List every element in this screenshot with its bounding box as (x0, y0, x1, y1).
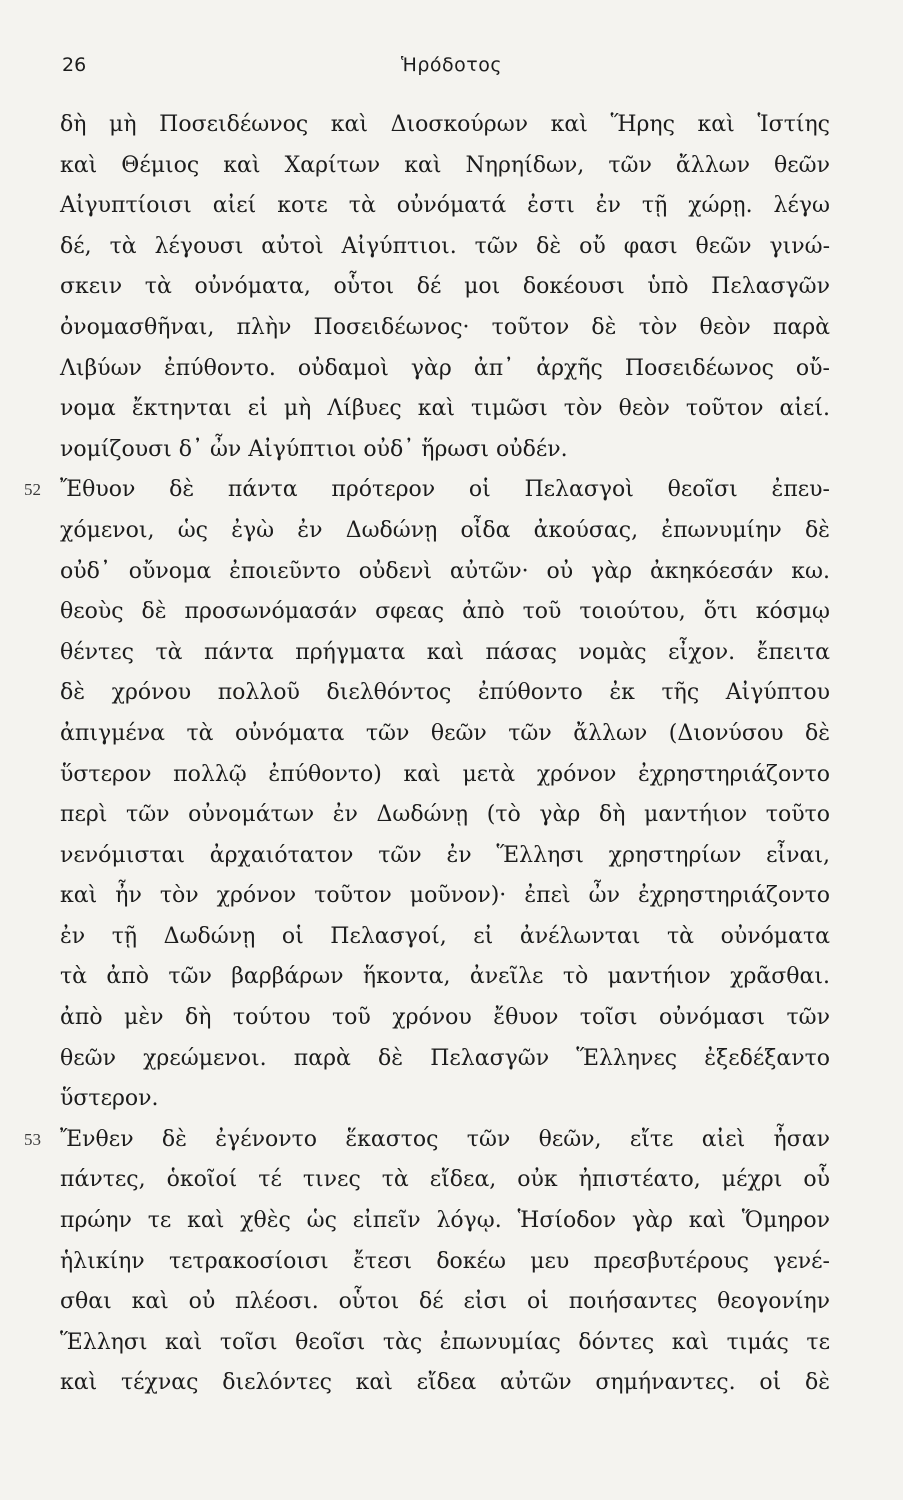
line-text: καὶ τέχνας διελόντες καὶ εἴδεα αὐτῶν σημήναντες. οἱ δὲ (60, 1370, 830, 1396)
text-line (60, 998, 830, 1039)
line-text: Λιβύων ἐπύθοντο. οὐδαμοὶ γὰρ ἀπ᾽ ἀρχῆς Ποσειδέωνος οὔ- (60, 355, 830, 381)
text-line (60, 430, 830, 471)
text-line (60, 1242, 830, 1283)
line-text: πρώην τε καὶ χθὲς ὡς εἰπεῖν λόγῳ. Ἡσίοδον γὰρ καὶ Ὅμηρον (60, 1208, 830, 1234)
line-text: Ἔθυον δὲ πάντα πρότερον οἱ Πελασγοὶ θεοῖσι ἐπευ- (60, 477, 830, 503)
text-line (60, 876, 830, 917)
text-line (60, 1079, 830, 1120)
running-title: Ἡρόδοτος (400, 54, 503, 76)
line-text: θέντες τὰ πάντα πρήγματα καὶ πάσας νομὰς εἶχον. ἔπειτα (60, 639, 830, 665)
text-line (60, 592, 830, 633)
text-line (60, 349, 830, 390)
text-line (60, 1323, 830, 1364)
line-text: καὶ ἦν τὸν χρόνον τοῦτον μοῦνον)· ἐπεὶ ὦν ἐχρηστηριάζοντο (60, 883, 830, 909)
line-text: νομα ἔκτηνται εἰ μὴ Λίβυες καὶ τιμῶσι τὸν θεὸν τοῦτον αἰεί. (60, 396, 830, 422)
text-line (60, 957, 830, 998)
line-text: Αἰγυπτίοισι αἰεί κοτε τὰ οὐνόματά ἐστι ἐν τῇ χώρῃ. λέγω (60, 193, 830, 219)
line-text: νενόμισται ἀρχαιότατον τῶν ἐν Ἕλλησι χρηστηρίων εἶναι, (60, 842, 830, 868)
text-line (60, 633, 830, 674)
line-text: σκειν τὰ οὐνόματα, οὗτοι δέ μοι δοκέουσι ὑπὸ Πελασγῶν (60, 274, 830, 300)
line-text: ὕστερον. (60, 1086, 159, 1112)
text-line (60, 1039, 830, 1080)
line-text: θεοὺς δὲ προσωνόμασάν σφεας ἀπὸ τοῦ τοιούτου, ὅτι κόσμῳ (60, 599, 830, 625)
text-line (60, 146, 830, 187)
text-line (60, 836, 830, 877)
line-text: ἡλικίην τετρακοσίοισι ἔτεσι δοκέω μευ πρεσβυτέρους γενέ- (60, 1248, 830, 1274)
line-text: καὶ Θέμιος καὶ Χαρίτων καὶ Νηρηίδων, τῶν ἄλλων θεῶν (60, 152, 830, 178)
line-text: Ἕλλησι καὶ τοῖσι θεοῖσι τὰς ἐπωνυμίας δόντες καὶ τιμάς τε (60, 1329, 830, 1355)
line-text: περὶ τῶν οὐνομάτων ἐν Δωδώνῃ (τὸ γὰρ δὴ μαντήιον τοῦτο (60, 802, 830, 828)
body-text (24, 105, 830, 1404)
line-text: νομίζουσι δ᾽ ὦν Αἰγύπτιοι οὐδ᾽ ἥρωσι οὐδέν. (60, 436, 568, 462)
text-line (60, 389, 830, 430)
line-text: δὴ μὴ Ποσειδέωνος καὶ Διοσκούρων καὶ Ἥρης καὶ Ἱστίης (60, 112, 830, 137)
chapter-number: 53 (24, 1129, 41, 1149)
text-line (24, 1120, 830, 1161)
text-line (60, 755, 830, 796)
text-line (60, 1363, 830, 1404)
line-text: ἀπιγμένα τὰ οὐνόματα τῶν θεῶν τῶν ἄλλων (Διονύσου δὲ (60, 720, 830, 746)
line-text: σθαι καὶ οὐ πλέοσι. οὗτοι δέ εἰσι οἱ ποιήσαντες θεογονίην (60, 1289, 830, 1315)
text-line (60, 227, 830, 268)
line-text: τὰ ἀπὸ τῶν βαρβάρων ἥκοντα, ἀνεῖλε τὸ μαντήιον χρᾶσθαι. (60, 964, 830, 990)
line-text: χόμενοι, ὡς ἐγὼ ἐν Δωδώνῃ οἶδα ἀκούσας, ἐπωνυμίην δὲ (60, 517, 830, 543)
text-line (60, 186, 830, 227)
line-text: ἀπὸ μὲν δὴ τούτου τοῦ χρόνου ἔθυον τοῖσι οὐνόμασι τῶν (60, 1005, 830, 1031)
text-line (60, 308, 830, 349)
line-text: ὀνομασθῆναι, πλὴν Ποσειδέωνος· τοῦτον δὲ τὸν θεὸν παρὰ (60, 314, 830, 340)
text-line (60, 795, 830, 836)
text-line (60, 1201, 830, 1242)
line-text: Ἔνθεν δὲ ἐγένοντο ἕκαστος τῶν θεῶν, εἴτε αἰεὶ ἦσαν (60, 1126, 830, 1152)
text-line (60, 917, 830, 958)
text-line (60, 552, 830, 593)
text-line (60, 511, 830, 552)
text-line (60, 673, 830, 714)
chapter-number: 52 (24, 480, 41, 500)
text-line (60, 1160, 830, 1201)
line-text: θεῶν χρεώμενοι. παρὰ δὲ Πελασγῶν Ἕλληνες ἐξεδέξαντο (60, 1045, 830, 1071)
page-number: 26 (62, 54, 87, 76)
text-line (60, 714, 830, 755)
text-line (24, 470, 830, 511)
line-text: δὲ χρόνου πολλοῦ διελθόντος ἐπύθοντο ἐκ τῆς Αἰγύπτου (60, 680, 830, 706)
line-text: πάντες, ὁκοῖοί τέ τινες τὰ εἴδεα, οὐκ ἠπιστέατο, μέχρι οὗ (60, 1167, 830, 1193)
line-text: ἐν τῇ Δωδώνῃ οἱ Πελασγοί, εἰ ἀνέλωνται τὰ οὐνόματα (60, 923, 830, 949)
line-text: ὕστερον πολλῷ ἐπύθοντο) καὶ μετὰ χρόνον ἐχρηστηριάζοντο (60, 761, 830, 787)
page-header (60, 48, 843, 88)
text-line (60, 105, 830, 146)
text-line (60, 1282, 830, 1323)
line-text: οὐδ᾽ οὔνομα ἐποιεῦντο οὐδενὶ αὐτῶν· οὐ γὰρ ἀκηκόεσάν κω. (60, 558, 830, 584)
text-line (60, 267, 830, 308)
line-text: δέ, τὰ λέγουσι αὐτοὶ Αἰγύπτιοι. τῶν δὲ οὔ φασι θεῶν γινώ- (60, 233, 830, 259)
